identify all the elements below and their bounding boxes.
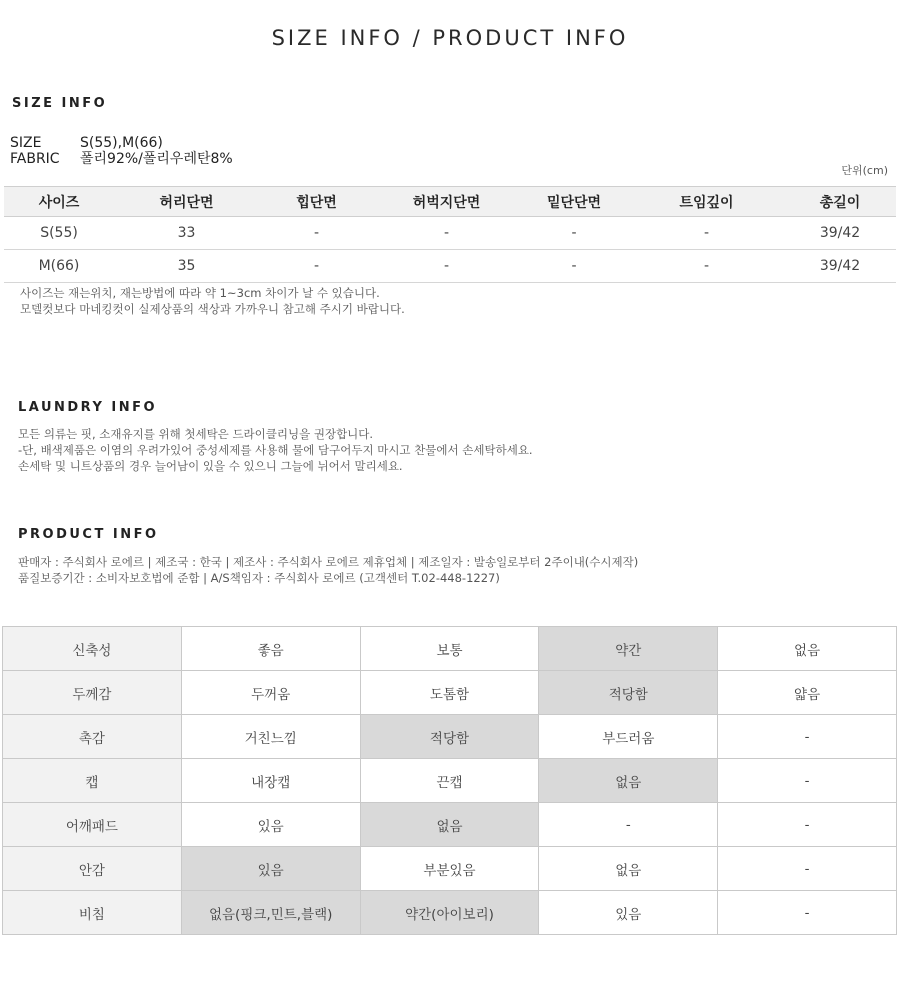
property-option: - (539, 803, 718, 847)
size-table-header-cell: 힙단면 (259, 187, 374, 217)
property-label: 안감 (3, 847, 182, 891)
property-option-selected: 적당함 (360, 715, 539, 759)
property-row (3, 671, 897, 715)
property-row (3, 891, 897, 935)
size-notes (20, 285, 405, 317)
fabric-key: FABRIC (10, 151, 60, 167)
property-option: 두꺼움 (181, 671, 360, 715)
size-value: S(55),M(66) (80, 135, 163, 151)
size-table-header-cell: 허리단면 (114, 187, 259, 217)
property-label: 신축성 (3, 627, 182, 671)
product-line: 판매자 : 주식회사 로에르 | 제조국 : 한국 | 제조사 : 주식회사 로에르 제휴업체 | 제조일자 : 발송일로부터 2주이내(수시제작) (18, 555, 639, 569)
property-option: 있음 (539, 891, 718, 935)
product-line: 품질보증기간 : 소비자보호법에 준함 | A/S책임자 : 주식회사 로에르 (고객센터 T.02-448-1227) (18, 571, 500, 585)
size-table-header-cell: 밑단단면 (519, 187, 629, 217)
property-option: 부분있음 (360, 847, 539, 891)
property-label: 비침 (3, 891, 182, 935)
size-table-header-cell: 허벅지단면 (374, 187, 519, 217)
table-cell: - (629, 250, 784, 283)
laundry-info-heading: LAUNDRY INFO (18, 400, 158, 415)
property-option: - (718, 715, 897, 759)
property-table (2, 626, 897, 935)
table-cell: - (374, 217, 519, 250)
property-label: 촉감 (3, 715, 182, 759)
property-option: - (718, 847, 897, 891)
property-option-selected: 적당함 (539, 671, 718, 715)
table-cell: - (519, 250, 629, 283)
product-info-heading: PRODUCT INFO (18, 527, 159, 542)
property-option: 거친느낌 (181, 715, 360, 759)
laundry-line: -단, 배색제품은 이염의 우려가있어 중성세제를 사용해 물에 담구어두지 마시고 찬물에서 손세탁하세요. (18, 443, 533, 457)
property-row (3, 715, 897, 759)
property-row (3, 627, 897, 671)
property-option: 부드러움 (539, 715, 718, 759)
table-cell: - (629, 217, 784, 250)
table-cell: 33 (114, 217, 259, 250)
size-table (4, 186, 896, 283)
table-cell: - (519, 217, 629, 250)
property-option-selected: 약간 (539, 627, 718, 671)
property-option-selected: 있음 (181, 847, 360, 891)
property-option: 좋음 (181, 627, 360, 671)
fabric-spec (10, 151, 233, 167)
size-note-line: 사이즈는 재는위치, 재는방법에 따라 약 1~3cm 차이가 날 수 있습니다. (20, 286, 380, 300)
size-table-header-cell: 총길이 (784, 187, 896, 217)
table-cell: - (259, 217, 374, 250)
table-row (4, 250, 896, 283)
property-label: 어깨패드 (3, 803, 182, 847)
table-cell: - (374, 250, 519, 283)
product-text (18, 554, 638, 586)
size-info-heading: SIZE INFO (12, 96, 108, 111)
table-cell: M(66) (4, 250, 114, 283)
size-table-header-cell: 사이즈 (4, 187, 114, 217)
size-key: SIZE (10, 135, 42, 151)
property-option-selected: 없음 (539, 759, 718, 803)
fabric-value: 폴리92%/폴리우레탄8% (80, 151, 233, 167)
laundry-text (18, 426, 533, 474)
table-cell: 39/42 (784, 217, 896, 250)
property-option-selected: 없음 (360, 803, 539, 847)
laundry-line: 모든 의류는 핏, 소재유지를 위해 첫세탁은 드라이클리닝을 권장합니다. (18, 427, 374, 441)
property-option: 없음 (718, 627, 897, 671)
property-option: 끈캡 (360, 759, 539, 803)
property-option-selected: 없음(핑크,민트,블랙) (181, 891, 360, 935)
table-cell: - (259, 250, 374, 283)
property-option: 있음 (181, 803, 360, 847)
unit-label: 단위(cm) (841, 164, 888, 177)
size-table-header (4, 187, 896, 217)
property-option: 없음 (539, 847, 718, 891)
property-option: - (718, 891, 897, 935)
property-option: 얇음 (718, 671, 897, 715)
size-spec (10, 135, 163, 151)
table-row (4, 217, 896, 250)
property-option: - (718, 759, 897, 803)
property-row (3, 803, 897, 847)
property-label: 두께감 (3, 671, 182, 715)
property-option-selected: 약간(아이보리) (360, 891, 539, 935)
property-option: 내장캡 (181, 759, 360, 803)
property-row (3, 759, 897, 803)
size-note-line: 모델컷보다 마네킹컷이 실제상품의 색상과 가까우니 참고해 주시기 바랍니다. (20, 302, 405, 316)
laundry-line: 손세탁 및 니트상품의 경우 늘어남이 있을 수 있으니 그늘에 뉘어서 말리세요. (18, 459, 403, 473)
property-option: 보통 (360, 627, 539, 671)
page-title: SIZE INFO / PRODUCT INFO (271, 26, 629, 51)
property-option: - (718, 803, 897, 847)
size-table-header-cell: 트임깊이 (629, 187, 784, 217)
property-row (3, 847, 897, 891)
table-cell: 39/42 (784, 250, 896, 283)
property-option: 도톰함 (360, 671, 539, 715)
property-label: 캡 (3, 759, 182, 803)
table-cell: S(55) (4, 217, 114, 250)
table-cell: 35 (114, 250, 259, 283)
